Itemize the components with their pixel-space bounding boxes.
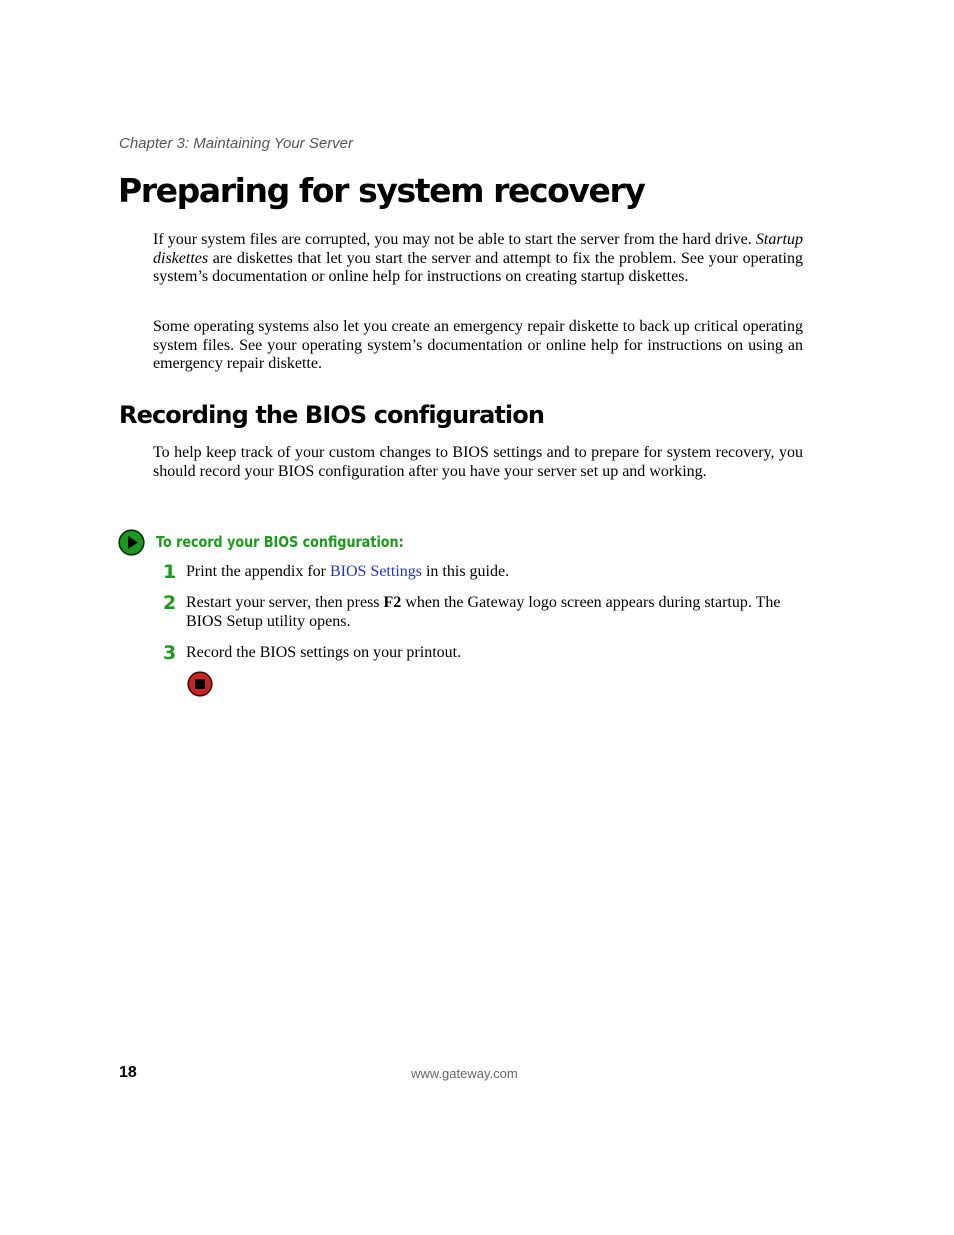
running-head: Chapter 3: Maintaining Your Server [119, 135, 354, 152]
step-text: Print the appendix for [186, 563, 330, 580]
page-number: 18 [119, 1064, 137, 1081]
step-number: 2 [163, 592, 177, 614]
paragraph-text: are diskettes that let you start the server and attempt to fix the problem. See your operating system’s documentation or online help for instructions on creating startup diskettes. [153, 249, 803, 286]
step-2-text [186, 594, 786, 631]
procedure-start-icon [118, 529, 145, 556]
term-startup-diskettes: Startup diskettes [153, 231, 803, 267]
paragraph-text: If your system files are corrupted, you may not be able to start the server from the hard drive. [153, 231, 756, 248]
key-f2: F2 [383, 594, 402, 611]
procedure-title: To record your BIOS configuration: [156, 533, 404, 551]
step-number: 1 [163, 561, 177, 583]
bios-settings-link[interactable]: BIOS Settings [329, 563, 422, 580]
procedure-end-icon [187, 671, 213, 697]
page-title: Preparing for system recovery [118, 171, 645, 210]
step-text: when the Gateway logo screen appears during startup. The BIOS Setup utility opens. [186, 594, 781, 630]
paragraph-bios-record: To help keep track of your custom changes to BIOS settings and to prepare for system recovery, you should record your BIOS configuration after you have your server set up and working. [153, 444, 803, 480]
paragraph-startup-diskettes [153, 231, 803, 287]
step-3-text: Record the BIOS settings on your printout. [186, 644, 462, 661]
paragraph-emergency-repair: Some operating systems also let you create an emergency repair diskette to back up critical operating system files. See your operating system’s documentation or online help for instructions on using an emergency repair diskette. [153, 318, 803, 373]
step-text: Restart your server, then press [186, 594, 384, 611]
step-1-text [186, 563, 786, 582]
footer-url: www.gateway.com [411, 1066, 518, 1081]
step-text: in this guide. [421, 563, 510, 580]
step-number: 3 [163, 642, 177, 664]
section-title-bios: Recording the BIOS configuration [119, 401, 545, 429]
